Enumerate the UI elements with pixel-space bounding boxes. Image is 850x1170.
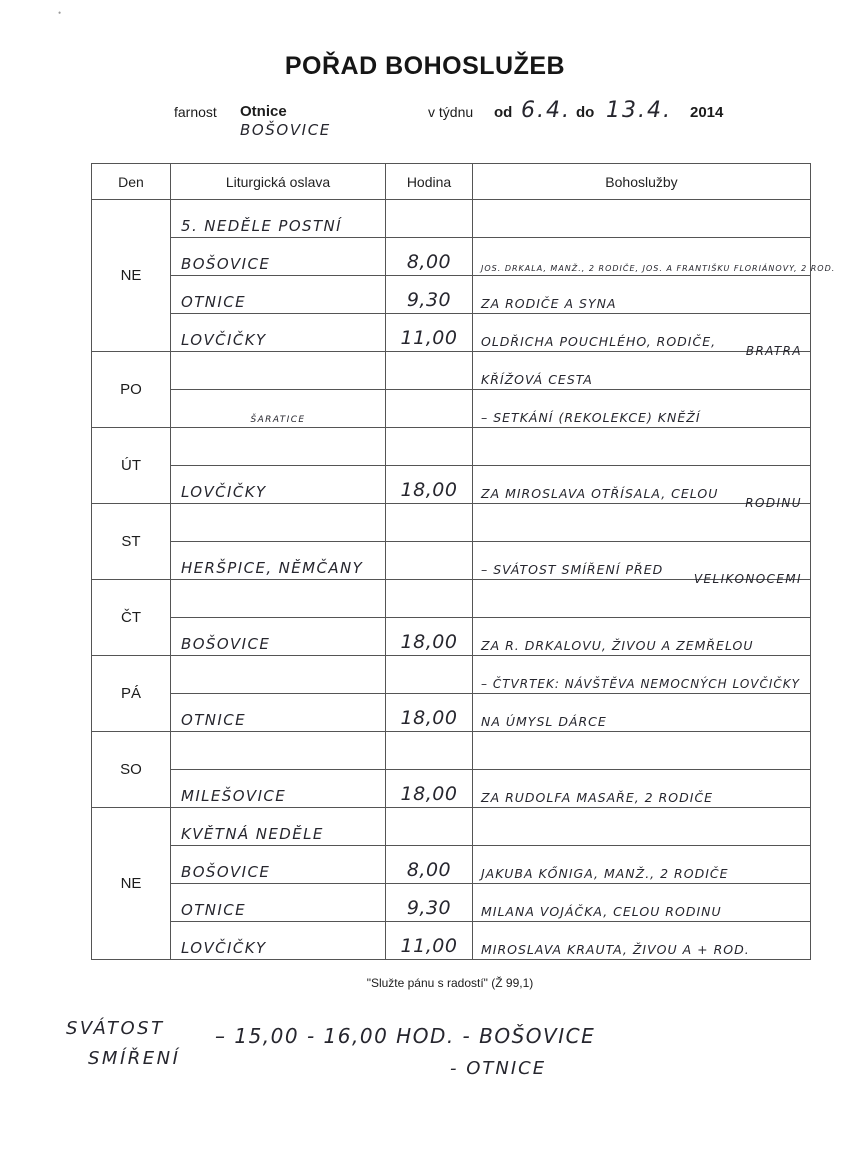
- liturgy-cell: [171, 732, 386, 770]
- service-text: OLDŘICHA POUCHLÉHO, RODIČE,: [481, 334, 717, 349]
- service-text: – ČTVRTEK: NÁVŠTĚVA NEMOCNÝCH LOVČIČKY: [481, 677, 800, 691]
- liturgy-cell: [171, 542, 386, 580]
- day-cell: NE: [92, 808, 171, 960]
- service-text: – SVÁTOST SMÍŘENÍ PŘED: [481, 562, 664, 577]
- liturgy-cell: [171, 200, 386, 238]
- place-text: OTNICE: [181, 901, 246, 919]
- table-row: [92, 580, 811, 618]
- header-liturgicka-oslava: Liturgická oslava: [171, 164, 386, 200]
- place-text: BOŠOVICE: [181, 255, 271, 273]
- to-label: do: [576, 104, 595, 121]
- service-cell: [473, 314, 811, 358]
- service-cell: [473, 808, 811, 846]
- service-cell: [473, 694, 811, 732]
- hour-text: 11,00: [400, 327, 458, 349]
- place-text: OTNICE: [181, 293, 246, 311]
- service-text: ZA RUDOLFA MASAŘE, 2 RODIČE: [481, 790, 714, 805]
- liturgy-cell: [171, 884, 386, 922]
- liturgy-cell: [171, 428, 386, 466]
- liturgy-cell: [171, 314, 386, 352]
- service-cell: [473, 580, 811, 618]
- service-cell: [473, 466, 811, 510]
- liturgy-cell: [171, 466, 386, 504]
- hour-cell: [386, 846, 473, 884]
- header-hodina: Hodina: [386, 164, 473, 200]
- service-text: KŘÍŽOVÁ CESTA: [481, 372, 593, 387]
- note-label-smireni: SMÍŘENÍ: [88, 1048, 181, 1069]
- hour-text: 18,00: [400, 783, 458, 805]
- service-cell: [473, 390, 811, 428]
- day-cell: ST: [92, 504, 171, 580]
- service-text: JAKUBA KŐNIGA, MANŽ., 2 RODIČE: [481, 866, 729, 881]
- place-text: MILEŠOVICE: [181, 787, 287, 805]
- hour-text: 8,00: [406, 859, 452, 881]
- from-date: 6.4.: [521, 98, 571, 123]
- hour-cell: [386, 390, 473, 428]
- service-cell: [473, 922, 811, 960]
- service-cell: [473, 238, 836, 276]
- day-cell: SO: [92, 732, 171, 808]
- service-cell: [473, 542, 811, 586]
- table-row: [92, 656, 811, 694]
- paper-mark: •: [58, 8, 62, 18]
- service-text: MIROSLAVA KRAUTA, ŽIVOU A + ROD.: [481, 942, 750, 957]
- place-text: LOVČIČKY: [181, 939, 267, 957]
- table-row: [92, 770, 811, 808]
- liturgy-cell: [171, 808, 386, 846]
- day-cell: PO: [92, 352, 171, 428]
- liturgy-cell: [171, 276, 386, 314]
- hour-cell: [386, 580, 473, 618]
- service-cell: [473, 732, 811, 770]
- liturgy-cell: [171, 618, 386, 656]
- schedule-body: [92, 200, 836, 960]
- table-row: [92, 466, 811, 504]
- table-row: [92, 352, 811, 390]
- table-row: [92, 846, 811, 884]
- hour-cell: [386, 808, 473, 846]
- table-row: [92, 808, 811, 846]
- parish-name: Otnice: [240, 103, 287, 120]
- hour-cell: [386, 352, 473, 390]
- hour-cell: [386, 504, 473, 542]
- header-bohosluzby: Bohoslužby: [473, 164, 811, 200]
- service-text: NA ÚMYSL DÁRCE: [481, 714, 607, 729]
- hour-cell: [386, 694, 473, 732]
- table-row: [92, 200, 811, 238]
- table-row: [92, 884, 811, 922]
- table-header-row: [92, 164, 811, 200]
- service-cell: [473, 200, 811, 238]
- day-cell: PÁ: [92, 656, 171, 732]
- from-label: od: [494, 104, 513, 121]
- table-row: [92, 428, 811, 466]
- place-text: BOŠOVICE: [181, 863, 271, 881]
- place-text: KVĚTNÁ NEDĚLE: [181, 825, 324, 843]
- liturgy-cell: [171, 922, 386, 960]
- table-row: [92, 390, 811, 428]
- liturgy-cell: [171, 390, 386, 428]
- note-label-svatost: SVÁTOST: [66, 1018, 165, 1039]
- hour-cell: [386, 770, 473, 808]
- service-text: MILANA VOJÁČKA, CELOU RODINU: [481, 904, 722, 919]
- service-cell: [473, 352, 811, 390]
- place-text: BOŠOVICE: [181, 635, 271, 653]
- hour-cell: [386, 200, 473, 238]
- service-cell: [473, 770, 811, 808]
- note-times-bosovice: – 15,00 - 16,00 HOD. - BOŠOVICE: [215, 1024, 596, 1048]
- place-text: LOVČIČKY: [181, 483, 267, 501]
- service-cell: [473, 846, 811, 884]
- service-cell: [473, 504, 811, 542]
- table-row: [92, 314, 811, 352]
- table-row: [92, 238, 811, 276]
- service-text-continued: RODINU: [745, 496, 802, 510]
- service-cell: [473, 618, 811, 656]
- liturgy-cell: [171, 656, 386, 694]
- liturgy-cell: [171, 238, 386, 276]
- hour-cell: [386, 656, 473, 694]
- service-text-continued: BRATRA: [745, 344, 802, 358]
- liturgy-cell: [171, 580, 386, 618]
- place-text: LOVČIČKY: [181, 331, 267, 349]
- hour-text: 8,00: [406, 251, 452, 273]
- service-text: JOS. DRKALA, MANŽ., 2 RODIČE, JOS. A FRANTIŠKU FLORIÁNOVY, 2 ROD.: [481, 264, 836, 273]
- day-cell: ČT: [92, 580, 171, 656]
- service-cell: [473, 428, 811, 466]
- service-text: – SETKÁNÍ (REKOLEKCE) KNĚŽÍ: [481, 410, 701, 425]
- hour-text: 9,30: [406, 897, 452, 919]
- table-row: [92, 618, 811, 656]
- to-date: 13.4.: [606, 98, 672, 123]
- hour-cell: [386, 922, 473, 960]
- place-text: HERŠPICE, NĚMČANY: [181, 559, 364, 577]
- table-row: [92, 922, 811, 960]
- day-cell: ÚT: [92, 428, 171, 504]
- hour-text: 11,00: [400, 935, 458, 957]
- hour-text: 18,00: [400, 707, 458, 729]
- hour-cell: [386, 618, 473, 656]
- schedule-table: [91, 163, 836, 960]
- liturgy-cell: [171, 770, 386, 808]
- hour-cell: [386, 466, 473, 504]
- footer-quote: "Služte pánu s radostí" (Ž 99,1): [366, 976, 534, 990]
- hour-text: 9,30: [406, 289, 452, 311]
- service-cell: [473, 276, 811, 314]
- table-row: [92, 504, 811, 542]
- place-text: OTNICE: [181, 711, 246, 729]
- day-cell: NE: [92, 200, 171, 352]
- place-text: 5. NEDĚLE POSTNÍ: [181, 217, 342, 235]
- year: 2014: [690, 104, 724, 121]
- hour-cell: [386, 314, 473, 352]
- service-text-continued: VELIKONOCEMI: [693, 572, 802, 586]
- liturgy-cell: [171, 504, 386, 542]
- parish-label: farnost: [174, 104, 217, 120]
- header-den: Den: [92, 164, 171, 200]
- liturgy-cell: [171, 846, 386, 884]
- service-text: ZA R. DRKALOVU, ŽIVOU A ZEMŘELOU: [481, 638, 754, 653]
- table-row: [92, 694, 811, 732]
- parish-extra: BOŠOVICE: [240, 121, 331, 139]
- service-text: ZA MIROSLAVA OTŘÍSALA, CELOU: [481, 486, 719, 501]
- hour-cell: [386, 542, 473, 580]
- hour-cell: [386, 884, 473, 922]
- note-otnice: - OTNICE: [450, 1058, 547, 1079]
- document-title: POŘAD BOHOSLUŽEB: [284, 52, 566, 80]
- hour-cell: [386, 732, 473, 770]
- service-text: ZA RODIČE A SYNA: [481, 296, 617, 311]
- hour-cell: [386, 276, 473, 314]
- liturgy-cell: [171, 694, 386, 732]
- hour-text: 18,00: [400, 479, 458, 501]
- liturgy-cell: [171, 352, 386, 390]
- week-label: v týdnu: [428, 104, 474, 120]
- service-cell: [473, 884, 811, 922]
- table-row: [92, 732, 811, 770]
- hour-cell: [386, 428, 473, 466]
- hour-text: 18,00: [400, 631, 458, 653]
- place-text: ŠARATICE: [250, 415, 306, 425]
- table-row: [92, 276, 811, 314]
- table-row: [92, 542, 811, 580]
- hour-cell: [386, 238, 473, 276]
- service-cell: [473, 656, 811, 694]
